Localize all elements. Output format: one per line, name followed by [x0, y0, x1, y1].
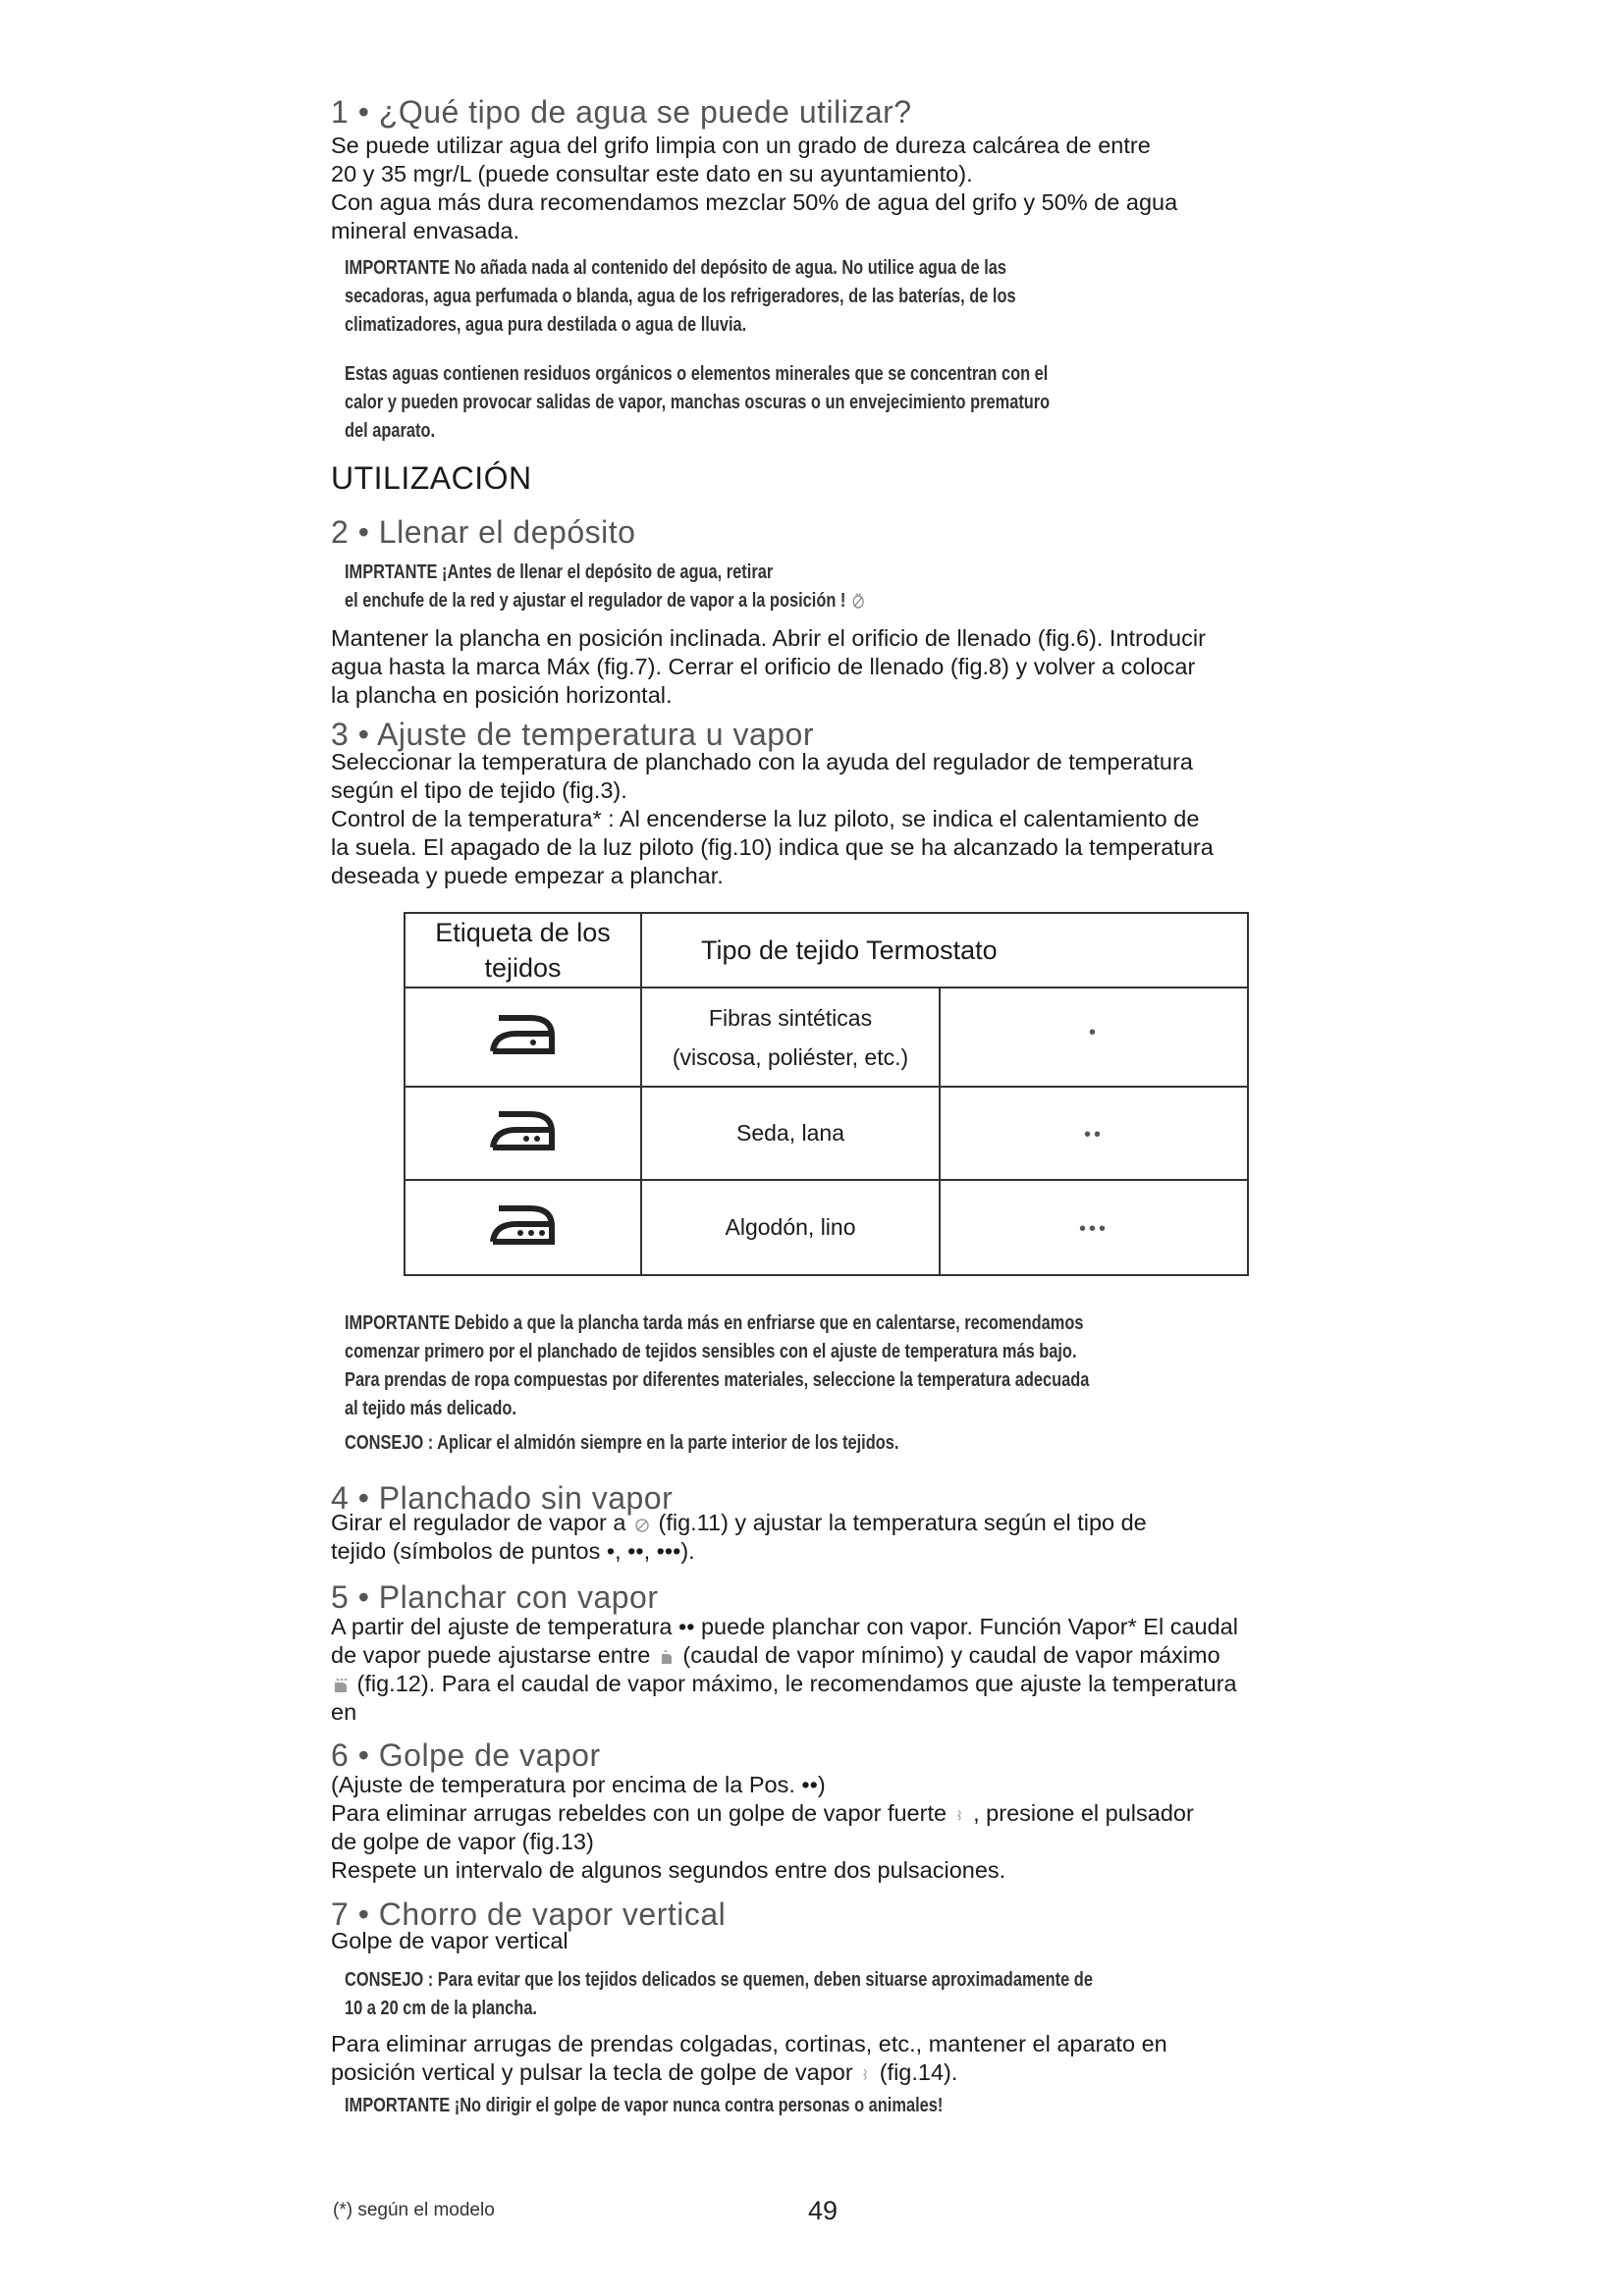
- text-line: Se puede utilizar agua del grifo limpia con un grado de dureza calcárea de entre: [331, 133, 1151, 158]
- important-note-people: IMPORTANTE ¡No dirigir el golpe de vapor nunca contra personas o animales!: [345, 2095, 944, 2116]
- page-number: 49: [808, 2196, 839, 2225]
- section-6-text: (Ajuste de temperatura por encima de la Pos. ••) Para eliminar arrugas rebeldes con un golpe de vapor fuerte , presione el pulsador de golpe de vapor (fig.13) Respete un intervalo de algunos segundos entre dos pulsaciones.: [331, 1772, 1194, 1883]
- note-line: Estas aguas contienen residuos orgánicos o elementos minerales que se concentran con el: [345, 363, 1049, 385]
- footer-note: (*) según el modelo: [333, 2200, 495, 2220]
- steam-max-icon: [332, 1677, 350, 1694]
- section-5-text: A partir del ajuste de temperatura •• puede planchar con vapor. Función Vapor* El caudal de vapor puede ajustarse entre (caudal de vapor mínimo) y caudal de vapor máximo (fig.12). Para el caudal de vapor máximo, le recomendamos que ajuste la temperatura en: [331, 1614, 1238, 1725]
- iron-one-dot-icon: [487, 1012, 560, 1057]
- text-line: tejido (símbolos de puntos •, ••, •••).: [331, 1538, 695, 1564]
- table-row: [405, 1087, 1248, 1180]
- thermostat-cell: •••: [940, 1180, 1248, 1275]
- header-label-cell: Etiqueta de los tejidos: [405, 913, 641, 988]
- note-line: climatizadores, agua pura destilada o agua de lluvia.: [345, 314, 747, 336]
- icon-cell: [405, 1087, 641, 1180]
- note-line: IMPRTANTE ¡Antes de llenar el depósito de agua, retirar: [345, 561, 774, 583]
- section-7-heading: 7 • Chorro de vapor vertical: [331, 1896, 727, 1932]
- fabric-cell: Seda, lana: [641, 1087, 940, 1180]
- section-3-heading: 3 • Ajuste de temperatura u vapor: [331, 717, 814, 752]
- text-line: Con agua más dura recomendamos mezclar 50% de agua del grifo y 50% de agua: [331, 189, 1178, 215]
- section-4-heading: 4 • Planchado sin vapor: [331, 1480, 674, 1516]
- thermostat-cell: ••: [940, 1087, 1248, 1180]
- text-line: la plancha en posición horizontal.: [331, 682, 673, 708]
- text-line: Respete un intervalo de algunos segundos entre dos pulsaciones.: [331, 1857, 1006, 1883]
- text-line: Seleccionar la temperatura de planchado con la ayuda del regulador de temperatura: [331, 749, 1193, 774]
- steam-min-icon: [658, 1648, 676, 1666]
- steam-shot-icon: [954, 1806, 966, 1824]
- section-title: UTILIZACIÓN: [331, 460, 532, 496]
- text-line: Mantener la plancha en posición inclinada. Abrir el orificio de llenado (fig.6). Introducir: [331, 625, 1206, 651]
- no-steam-icon: [633, 1516, 651, 1533]
- note-line: del aparato.: [345, 420, 436, 442]
- section-7-text: Para eliminar arrugas de prendas colgadas, cortinas, etc., mantener el aparato en posición vertical y pulsar la tecla de golpe de vapor (fig.14).: [331, 2031, 1167, 2085]
- note-line: 10 a 20 cm de la plancha.: [345, 1998, 537, 2019]
- note-line: secadoras, agua perfumada o blanda, agua de los refrigeradores, de las baterías, de los: [345, 286, 1016, 307]
- icon-cell: [405, 1180, 641, 1275]
- section-3-text: [331, 748, 1214, 890]
- fabric-temperature-table: [404, 912, 1249, 1276]
- note-line: comenzar primero por el planchado de tejidos sensibles con el ajuste de temperatura más bajo.: [345, 1341, 1077, 1362]
- section-4-text: Girar el regulador de vapor a (fig.11) y ajustar la temperatura según el tipo de tejido (símbolos de puntos •, ••, •••).: [331, 1510, 1147, 1564]
- text-line: A partir del ajuste de temperatura •• puede planchar con vapor. Función Vapor* El caudal: [331, 1614, 1238, 1639]
- note-residues: [345, 360, 1050, 446]
- note-line: el enchufe de la red y ajustar el regulador de vapor a la posición !: [345, 590, 846, 612]
- no-steam-icon: [851, 592, 866, 610]
- table-header-row: [405, 913, 1248, 988]
- section-7-text-top: Golpe de vapor vertical: [331, 1928, 568, 1953]
- text-line: deseada y puede empezar a planchar.: [331, 863, 724, 888]
- section-1-heading: 1 • ¿Qué tipo de agua se puede utilizar?: [331, 94, 912, 130]
- note-line: al tejido más delicado.: [345, 1398, 516, 1419]
- steam-shot-icon: [860, 2065, 872, 2083]
- consejo-starch: CONSEJO : Aplicar el almidón siempre en la parte interior de los tejidos.: [345, 1432, 899, 1454]
- text-line: (Ajuste de temperatura por encima de la Pos. ••): [331, 1772, 826, 1797]
- note-line: IMPORTANTE Debido a que la plancha tarda más en enfriarse que en calentarse, recomendamos: [345, 1312, 1084, 1334]
- text-line: de golpe de vapor (fig.13): [331, 1829, 594, 1854]
- important-note-water: [345, 254, 1016, 340]
- thermostat-cell: •: [940, 988, 1248, 1087]
- section-2-text: [331, 624, 1206, 710]
- text-line: mineral envasada.: [331, 218, 520, 243]
- section-2-heading: 2 • Llenar el depósito: [331, 514, 636, 550]
- header-rest-cell: Tipo de tejido Termostato: [641, 913, 1248, 988]
- text-line: la suela. El apagado de la luz piloto (fig.10) indica que se ha alcanzado la temperatura: [331, 834, 1214, 860]
- text-line: Para eliminar arrugas de prendas colgadas, cortinas, etc., mantener el aparato en: [331, 2031, 1167, 2056]
- note-line: Para prendas de ropa compuestas por diferentes materiales, seleccione la temperatura adecuada: [345, 1369, 1090, 1391]
- iron-three-dots-icon: [487, 1202, 560, 1248]
- text-line: agua hasta la marca Máx (fig.7). Cerrar el orificio de llenado (fig.8) y volver a colocar: [331, 654, 1196, 679]
- fabric-cell: Algodón, lino: [641, 1180, 940, 1275]
- section-1-text: [331, 132, 1177, 245]
- text-line: Control de la temperatura* : Al encenderse la luz piloto, se indica el calentamiento de: [331, 806, 1200, 831]
- icon-cell: [405, 988, 641, 1087]
- text-line: en: [331, 1699, 357, 1725]
- table-row: [405, 1180, 1248, 1275]
- note-line: CONSEJO : Para evitar que los tejidos delicados se quemen, deben situarse aproximadamente de: [345, 1969, 1093, 1991]
- iron-two-dots-icon: [487, 1108, 560, 1153]
- note-line: calor y pueden provocar salidas de vapor, manchas oscuras o un envejecimiento prematuro: [345, 392, 1051, 413]
- fabric-cell: Fibras sintéticas (viscosa, poliéster, etc.): [641, 988, 940, 1087]
- section-5-heading: 5 • Planchar con vapor: [331, 1579, 659, 1615]
- note-line: IMPORTANTE No añada nada al contenido del depósito de agua. No utilice agua de las: [345, 257, 1007, 279]
- consejo-distance: [345, 1966, 1093, 2023]
- table-row: [405, 988, 1248, 1087]
- section-6-heading: 6 • Golpe de vapor: [331, 1737, 601, 1773]
- text-line: según el tipo de tejido (fig.3).: [331, 777, 627, 803]
- important-note-temperature: [345, 1309, 1089, 1423]
- important-note-fill: [345, 559, 866, 615]
- text-line: 20 y 35 mgr/L (puede consultar este dato en su ayuntamiento).: [331, 161, 973, 187]
